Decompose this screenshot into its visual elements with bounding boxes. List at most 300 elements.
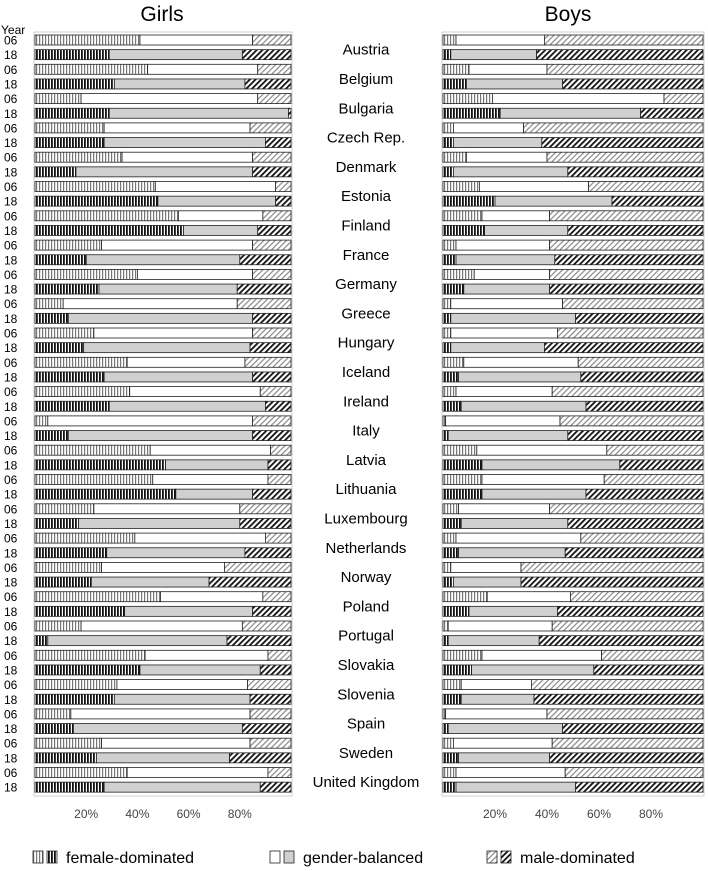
year-label: 18	[4, 429, 18, 444]
boys-bar-female	[443, 562, 451, 572]
girls-bar-male	[288, 108, 291, 118]
girls-bar-balanced	[81, 94, 258, 104]
girls-bar-balanced	[102, 240, 253, 250]
girls-bar-female	[35, 665, 140, 675]
girls-bar-balanced	[145, 650, 268, 660]
girls-bar-balanced	[140, 35, 253, 45]
girls-bar-balanced	[96, 753, 229, 763]
year-label: 18	[4, 487, 18, 502]
year-label: 06	[4, 209, 18, 224]
girls-bar-male	[268, 460, 291, 470]
boys-bar-male	[568, 518, 703, 528]
girls-bar-male	[265, 533, 291, 543]
year-label: 06	[4, 502, 18, 517]
girls-bar-male	[268, 768, 291, 778]
boys-bar-female	[443, 533, 456, 543]
year-label: 06	[4, 121, 18, 136]
year-label: 18	[4, 780, 18, 795]
boys-bar-balanced	[482, 211, 550, 221]
boys-bar-male	[594, 665, 703, 675]
girls-bar-female	[35, 372, 104, 382]
boys-bar-male	[620, 460, 703, 470]
country-label: Denmark	[335, 158, 397, 176]
boys-bar-female	[443, 782, 456, 792]
boys-bar-male	[550, 284, 703, 294]
boys-bar-male	[542, 138, 703, 148]
boys-bar-balanced	[453, 738, 552, 748]
boys-bar-balanced	[474, 269, 549, 279]
country-label: Slovakia	[337, 656, 395, 674]
boys-bar-balanced	[446, 709, 547, 719]
boys-bar-female	[443, 343, 451, 353]
boys-bar-female	[443, 694, 461, 704]
girls-bar-balanced	[68, 313, 252, 323]
girls-bar-balanced	[104, 138, 265, 148]
girls-bar-female	[35, 621, 81, 631]
x-tick-label: 60%	[586, 807, 612, 821]
boys-bar-balanced	[453, 138, 541, 148]
country-label: France	[342, 246, 390, 264]
year-label: 18	[4, 575, 18, 590]
country-label: Ireland	[343, 393, 389, 411]
year-label: 06	[4, 590, 18, 605]
boys-bar-balanced	[495, 196, 612, 206]
boys-bar-balanced	[453, 123, 523, 133]
boys-bar-male	[550, 504, 703, 514]
girls-bar-male	[253, 35, 291, 45]
girls-bar-male	[250, 123, 291, 133]
girls-bar-male	[224, 562, 291, 572]
girls-bar-female	[35, 94, 81, 104]
boys-bar-balanced	[464, 284, 550, 294]
girls-bar-balanced	[176, 489, 253, 499]
boys-bar-balanced	[459, 753, 550, 763]
country-label: Portugal	[338, 627, 394, 645]
girls-bar-balanced	[109, 50, 242, 60]
boys-bar-male	[547, 152, 703, 162]
girls-bar-male	[253, 152, 291, 162]
boys-bar-female	[443, 35, 456, 45]
girls-bar-balanced	[140, 665, 260, 675]
boys-bar-male	[560, 416, 703, 426]
girls-bar-balanced	[102, 562, 225, 572]
girls-bar-balanced	[86, 255, 240, 265]
girls-bar-male	[247, 680, 291, 690]
girls-bar-female	[35, 240, 102, 250]
girls-bar-balanced	[104, 782, 260, 792]
boys-bar-balanced	[479, 182, 588, 192]
year-label: 06	[4, 238, 18, 253]
girls-bar-female	[35, 35, 140, 45]
country-label: United Kingdom	[312, 774, 420, 792]
boys-bar-female	[443, 240, 456, 250]
boys-bar-balanced	[456, 768, 565, 778]
boys-bar-balanced	[451, 343, 545, 353]
girls-bar-balanced	[153, 475, 268, 485]
boys-bar-balanced	[461, 401, 586, 411]
year-label: 18	[4, 223, 18, 238]
legend-swatch-female	[33, 851, 43, 863]
boys-bar-balanced	[461, 518, 568, 528]
girls-bar-male	[258, 94, 291, 104]
girls-bar-female	[35, 196, 158, 206]
boys-bar-balanced	[451, 328, 558, 338]
boys-bar-female	[443, 768, 456, 778]
girls-bar-female	[35, 753, 96, 763]
girls-bar-balanced	[135, 533, 266, 543]
boys-bar-female	[443, 372, 459, 382]
boys-bar-male	[521, 577, 703, 587]
year-label: 18	[4, 604, 18, 619]
country-label: Hungary	[337, 334, 395, 352]
boys-bar-male	[557, 328, 703, 338]
year-label: 06	[4, 473, 18, 487]
country-label: Italy	[352, 422, 380, 440]
girls-bar-female	[35, 328, 94, 338]
boys-bar-female	[443, 724, 448, 734]
girls-bar-male	[276, 182, 291, 192]
boys-bar-balanced	[456, 240, 550, 250]
girls-bar-female	[35, 269, 137, 279]
girls-bar-female	[35, 489, 176, 499]
legend-swatch-male	[487, 851, 497, 863]
boys-bar-female	[443, 313, 451, 323]
boys-bar-balanced	[456, 255, 555, 265]
boys-bar-male	[534, 694, 703, 704]
year-label: 06	[4, 33, 18, 48]
girls-bar-balanced	[130, 387, 261, 397]
girls-bar-male	[240, 518, 291, 528]
boys-bar-male	[565, 548, 703, 558]
girls-bar-female	[35, 504, 94, 514]
girls-bar-male	[253, 240, 291, 250]
girls-bar-female	[35, 592, 160, 602]
girls-bar-male	[253, 167, 291, 177]
year-label: 18	[4, 634, 18, 649]
girls-bar-female	[35, 50, 109, 60]
girls-bar-female	[35, 475, 153, 485]
girls-bar-female	[35, 431, 68, 441]
x-tick-label: 20%	[482, 807, 508, 821]
country-label: Germany	[335, 276, 397, 294]
girls-bar-balanced	[104, 123, 250, 133]
country-label: Spain	[346, 715, 386, 733]
boys-bar-female	[443, 182, 479, 192]
boys-bar-male	[581, 533, 703, 543]
girls-bar-balanced	[148, 64, 258, 74]
boys-bar-female	[443, 548, 459, 558]
boys-bar-balanced	[448, 431, 568, 441]
boys-bar-male	[563, 724, 703, 734]
girls-bar-female	[35, 152, 122, 162]
girls-bar-balanced	[178, 211, 262, 221]
boys-bar-balanced	[453, 167, 567, 177]
boys-bar-male	[550, 753, 703, 763]
boys-bar-male	[537, 50, 703, 60]
country-label: Austria	[342, 41, 390, 59]
girls-bar-male	[253, 606, 291, 616]
boys-bar-balanced	[500, 108, 640, 118]
boys-bar-balanced	[451, 50, 537, 60]
year-label: 18	[4, 253, 18, 268]
boys-bar-balanced	[469, 64, 547, 74]
girls-bar-female	[35, 225, 183, 235]
girls-bar-balanced	[68, 431, 252, 441]
boys-bar-balanced	[456, 35, 544, 45]
year-label: 06	[4, 678, 18, 693]
legend-swatch-balanced	[270, 851, 280, 863]
boys-bar-female	[443, 357, 464, 367]
girls-bar-balanced	[114, 79, 245, 89]
year-column-header: Year	[1, 23, 26, 37]
year-label: 18	[4, 311, 18, 326]
girls-bar-balanced	[183, 225, 257, 235]
girls-bar-balanced	[137, 269, 252, 279]
country-label: Lithuania	[335, 481, 397, 499]
boys-bar-female	[443, 387, 456, 397]
boys-bar-balanced	[472, 665, 594, 675]
boys-bar-balanced	[482, 460, 620, 470]
x-tick-label: 40%	[534, 807, 560, 821]
legend-label-female: female-dominated	[66, 850, 195, 867]
boys-bar-female	[443, 269, 474, 279]
boys-bar-male	[552, 387, 703, 397]
girls-bar-female	[35, 387, 130, 397]
girls-bar-female	[35, 548, 107, 558]
boys-bar-balanced	[477, 445, 607, 455]
legend	[33, 850, 635, 867]
girls-bar-female	[35, 138, 104, 148]
boys-bar-female	[443, 138, 453, 148]
girls-bar-female	[35, 577, 91, 587]
year-label: 18	[4, 194, 18, 209]
girls-bar-female	[35, 182, 155, 192]
girls-bar-male	[263, 592, 291, 602]
girls-bar-female	[35, 606, 125, 616]
girls-bar-male	[240, 255, 291, 265]
year-label: 18	[4, 370, 18, 385]
boys-bar-balanced	[456, 533, 581, 543]
boys-bar-balanced	[456, 387, 552, 397]
boys-bar-balanced	[448, 636, 539, 646]
x-tick-label: 40%	[125, 807, 150, 821]
girls-bar-balanced	[150, 445, 270, 455]
year-label: 18	[4, 722, 18, 737]
boys-bar-female	[443, 196, 495, 206]
girls-bar-male	[253, 372, 291, 382]
boys-bar-male	[555, 255, 703, 265]
boys-bar-female	[443, 79, 466, 89]
year-label: 18	[4, 663, 18, 678]
girls-bar-male	[242, 621, 291, 631]
boys-bar-female	[443, 50, 451, 60]
boys-bar-female	[443, 108, 500, 118]
girls-bar-balanced	[63, 299, 237, 309]
girls-bar-female	[35, 79, 114, 89]
year-label: 18	[4, 165, 18, 180]
girls-bar-male	[209, 577, 291, 587]
country-label: Slovenia	[337, 686, 395, 704]
girls-bar-female	[35, 680, 117, 690]
boys-bar-balanced	[451, 562, 521, 572]
girls-bar-female	[35, 738, 102, 748]
boys-bar-female	[443, 299, 451, 309]
girls-bar-female	[35, 445, 150, 455]
boys-bar-male	[552, 621, 703, 631]
girls-bar-male	[260, 387, 291, 397]
girls-bar-male	[253, 313, 291, 323]
girls-bar-balanced	[91, 577, 209, 587]
year-label: 06	[4, 92, 18, 107]
boys-panel-title: Boys	[544, 3, 592, 26]
boys-bar-female	[443, 445, 477, 455]
girls-bar-balanced	[84, 343, 250, 353]
girls-bar-female	[35, 416, 48, 426]
boys-bar-female	[443, 518, 461, 528]
year-label: 18	[4, 48, 18, 63]
girls-bar-male	[250, 709, 291, 719]
girls-bar-male	[258, 225, 291, 235]
boys-bar-male	[524, 123, 703, 133]
country-label: Latvia	[345, 451, 387, 469]
legend-swatch-male	[501, 851, 511, 863]
year-label: 06	[4, 326, 18, 341]
boys-bar-balanced	[451, 313, 576, 323]
boys-bar-male	[641, 108, 703, 118]
year-label: 06	[4, 648, 18, 663]
country-label: Luxembourg	[324, 510, 408, 528]
legend-swatch-female	[47, 851, 57, 863]
girls-bar-balanced	[94, 504, 240, 514]
year-label: 06	[4, 180, 18, 194]
boys-bar-balanced	[451, 299, 563, 309]
girls-bar-male	[271, 445, 291, 455]
boys-bar-male	[547, 64, 703, 74]
country-label: Belgium	[338, 70, 394, 88]
boys-bar-female	[443, 94, 492, 104]
girls-bar-balanced	[117, 680, 248, 690]
boys-bar-male	[586, 489, 703, 499]
legend-swatch-balanced	[284, 851, 294, 863]
boys-bar-female	[443, 167, 453, 177]
year-label: 18	[4, 751, 18, 766]
country-label: Bulgaria	[338, 100, 394, 118]
girls-bar-female	[35, 401, 109, 411]
year-label: 06	[4, 385, 18, 400]
boys-bar-male	[602, 650, 703, 660]
girls-bar-balanced	[107, 548, 245, 558]
year-label: 06	[4, 414, 18, 429]
girls-bar-male	[253, 269, 291, 279]
girls-bar-male	[250, 738, 291, 748]
girls-bar-balanced	[166, 460, 268, 470]
girls-bar-male	[245, 548, 291, 558]
boys-bar-male	[539, 636, 703, 646]
girls-bar-balanced	[122, 152, 253, 162]
girls-bar-male	[242, 724, 291, 734]
boys-bar-female	[443, 489, 482, 499]
boys-bar-balanced	[466, 152, 547, 162]
boys-bar-male	[550, 211, 703, 221]
boys-bar-balanced	[459, 372, 581, 382]
boys-bar-balanced	[459, 548, 566, 558]
country-label: Sweden	[338, 744, 394, 762]
girls-bar-female	[35, 460, 166, 470]
boys-bar-balanced	[466, 79, 562, 89]
girls-bar-balanced	[160, 592, 262, 602]
year-label: 06	[4, 619, 18, 634]
boys-bar-female	[443, 431, 448, 441]
girls-bar-female	[35, 694, 114, 704]
boys-bar-male	[576, 313, 703, 323]
girls-bar-balanced	[73, 724, 242, 734]
year-label: 18	[4, 106, 18, 121]
girls-bar-male	[268, 650, 291, 660]
boys-bar-female	[443, 64, 469, 74]
girls-panel-title: Girls	[140, 3, 184, 26]
girls-bar-balanced	[48, 416, 253, 426]
girls-bar-balanced	[102, 738, 250, 748]
boys-bar-female	[443, 460, 482, 470]
boys-bar-male	[576, 782, 703, 792]
boys-bar-female	[443, 665, 472, 675]
boys-bar-male	[557, 606, 703, 616]
girls-bar-male	[258, 64, 291, 74]
year-label: 06	[4, 560, 18, 575]
boys-bar-female	[443, 636, 448, 646]
x-axis-ticks	[74, 807, 663, 821]
girls-bar-male	[260, 665, 291, 675]
boys-bar-male	[578, 357, 703, 367]
boys-bar-male	[550, 269, 703, 279]
boys-bar-female	[443, 225, 485, 235]
boys-bar-female	[443, 606, 469, 616]
boys-bar-female	[443, 504, 459, 514]
girls-bar-male	[242, 50, 291, 60]
girls-bar-female	[35, 313, 68, 323]
girls-bar-female	[35, 284, 99, 294]
boys-bar-female	[443, 650, 482, 660]
boys-bar-male	[563, 299, 703, 309]
boys-bar-balanced	[492, 94, 664, 104]
girls-bar-male	[237, 299, 291, 309]
girls-bar-female	[35, 211, 178, 221]
country-label: Poland	[342, 598, 390, 616]
boys-bar-male	[604, 475, 703, 485]
boys-bar-male	[521, 562, 703, 572]
boys-bar-balanced	[485, 225, 568, 235]
year-label: 06	[4, 531, 18, 546]
girls-bar-male	[245, 79, 291, 89]
girls-bar-balanced	[114, 694, 250, 704]
girls-bar-female	[35, 562, 102, 572]
boys-bar-balanced	[482, 489, 586, 499]
boys-bar-male	[565, 768, 703, 778]
country-label: Finland	[341, 217, 391, 235]
girls-bar-balanced	[127, 357, 245, 367]
boys-bar-male	[570, 592, 703, 602]
girls-bar-female	[35, 299, 63, 309]
boys-bar-female	[443, 255, 456, 265]
boys-bar-male	[612, 196, 703, 206]
girls-bar-male	[250, 694, 291, 704]
girls-bar-balanced	[127, 768, 268, 778]
girls-bar-female	[35, 167, 76, 177]
year-label: 06	[4, 766, 18, 780]
girls-bar-male	[268, 475, 291, 485]
year-label: 18	[4, 77, 18, 92]
girls-bar-balanced	[125, 606, 253, 616]
